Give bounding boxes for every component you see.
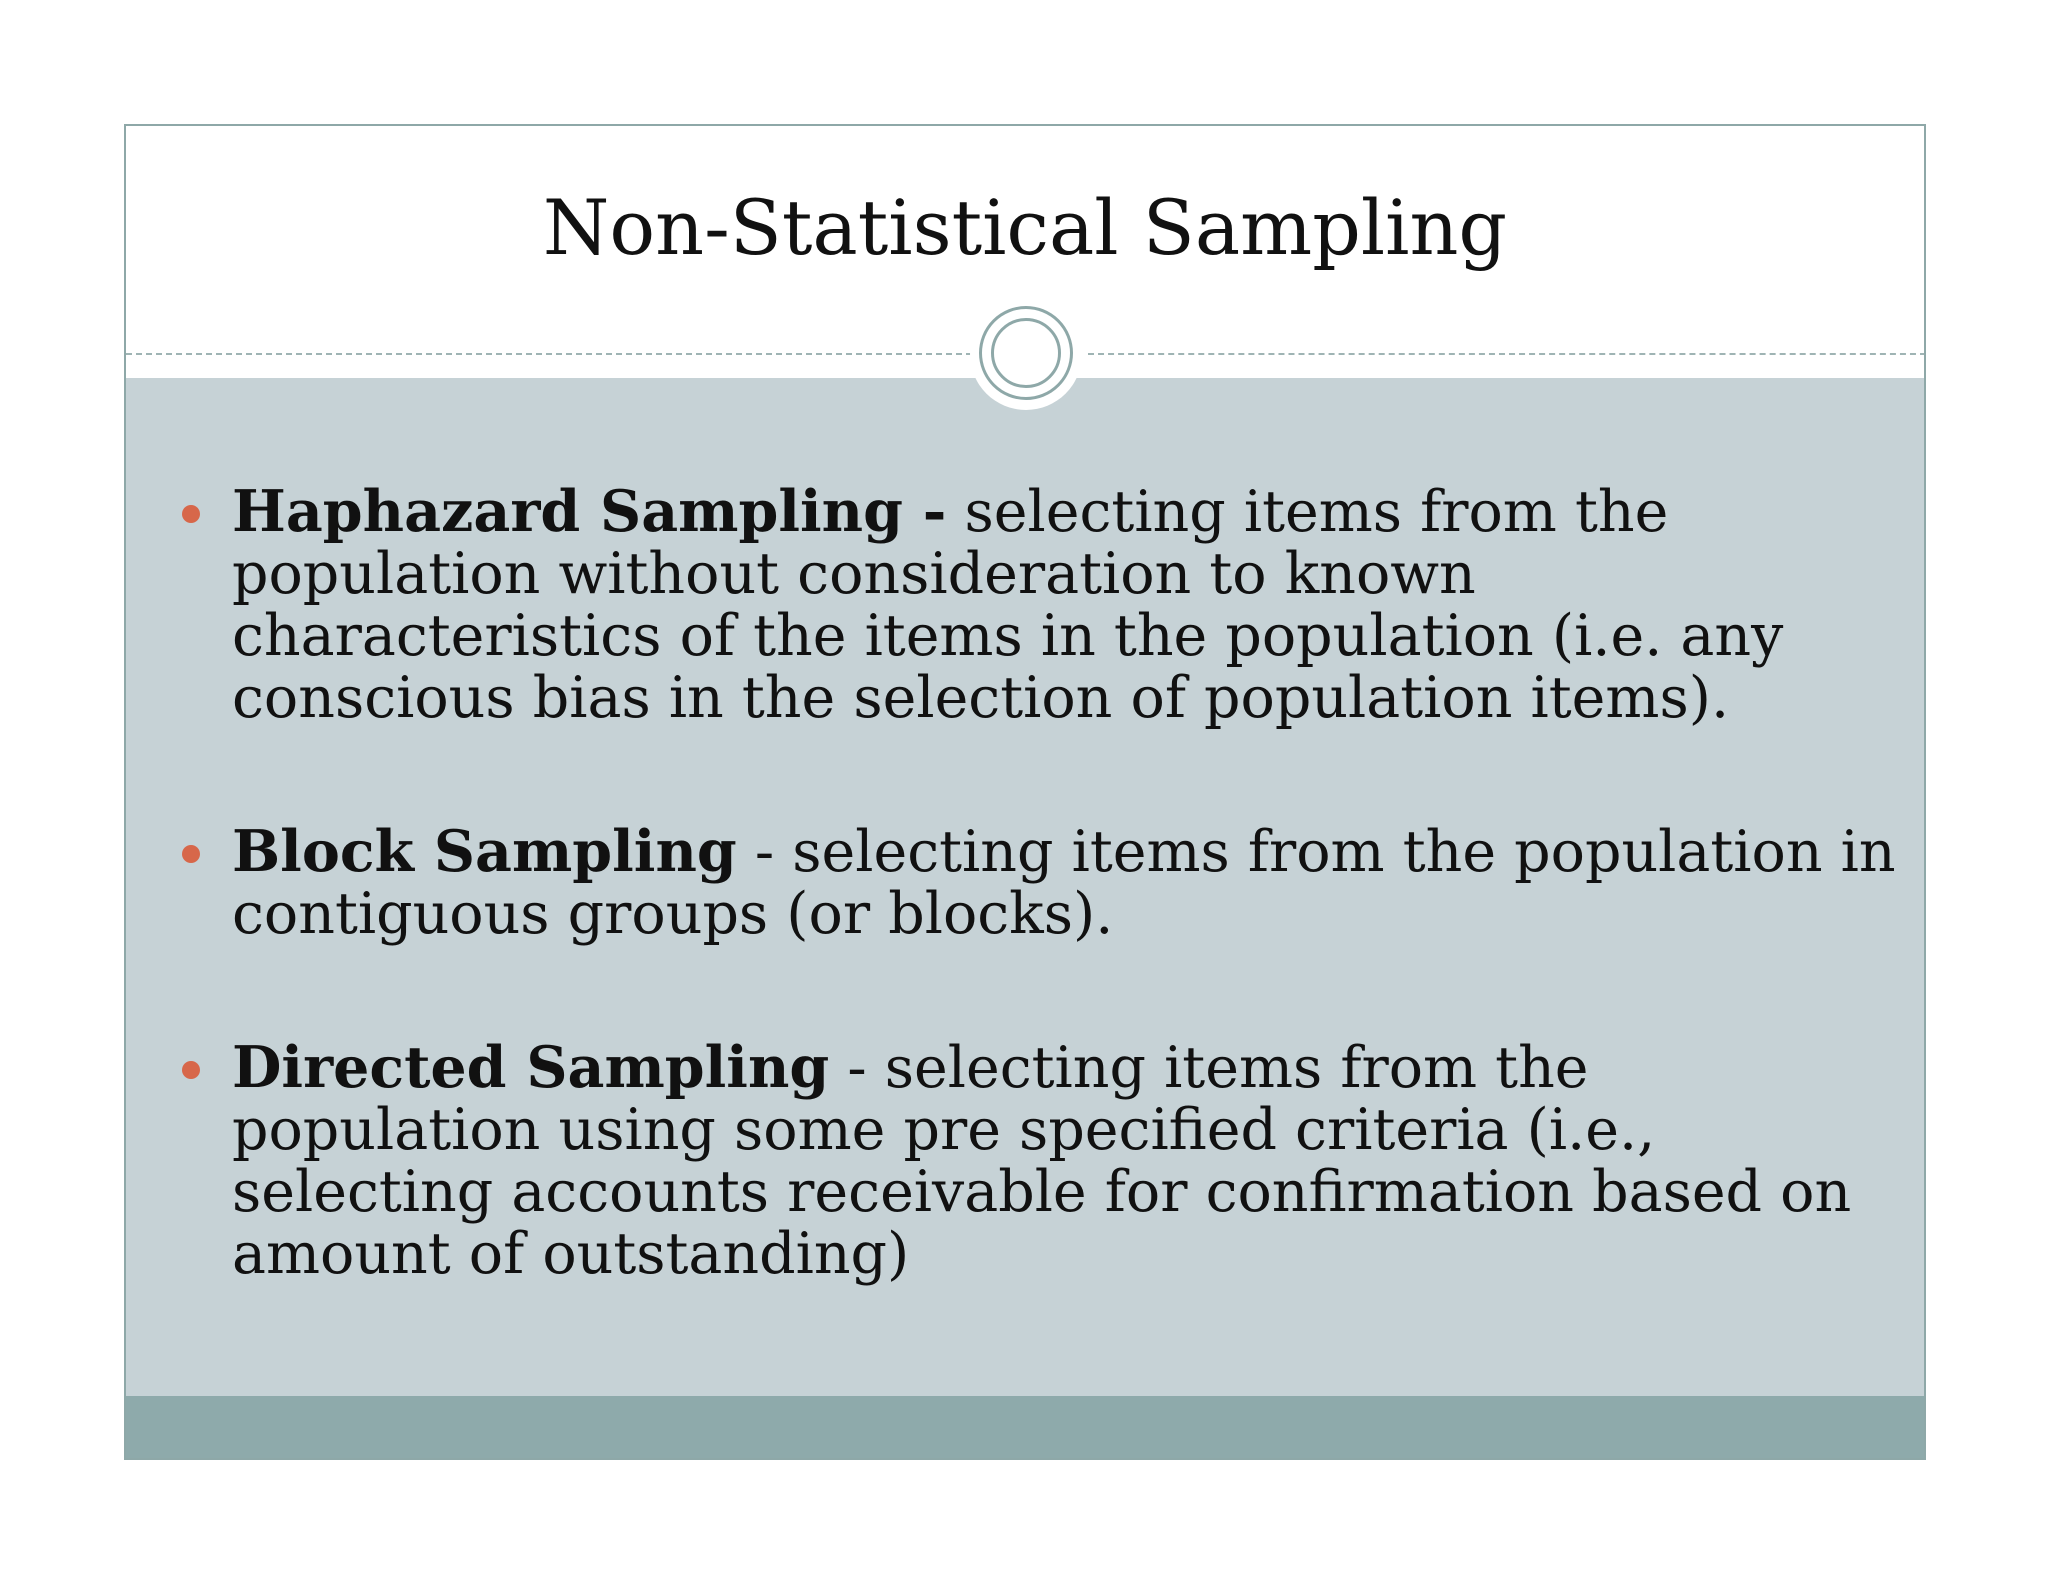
- bullet-term: Directed Sampling: [232, 1034, 830, 1101]
- footer-band: [126, 1396, 1924, 1460]
- title-divider-left: [126, 353, 972, 355]
- slide-title: Non-Statistical Sampling: [542, 183, 1508, 272]
- bullet-item-haphazard: [182, 478, 1902, 731]
- bullet-dot-icon: [182, 505, 200, 523]
- bullet-text: - selecting items from the population using some pre specified criteria (i.e., selecting accounts receivable for confirmation based on amount of outstanding): [232, 1035, 1852, 1287]
- slide: [124, 124, 1926, 1460]
- bullet-dot-icon: [182, 845, 200, 863]
- title-divider-right: [1088, 353, 1926, 355]
- bullet-term: Haphazard Sampling -: [232, 478, 947, 545]
- bullet-text: - selecting items from the population in contiguous groups (or blocks).: [232, 819, 1896, 947]
- circle-ornament-inner: [991, 318, 1061, 388]
- bullet-term: Block Sampling: [232, 818, 737, 885]
- bullet-list: [182, 478, 1902, 1377]
- bullet-item-block: [182, 818, 1902, 947]
- bullet-dot-icon: [182, 1061, 200, 1079]
- bullet-item-directed: [182, 1034, 1902, 1287]
- bullet-text: selecting items from the population without consideration to known characteristics of the items in the population (i.e. any conscious bias in the selection of population items).: [232, 479, 1784, 731]
- circle-ornament-icon: [979, 306, 1073, 400]
